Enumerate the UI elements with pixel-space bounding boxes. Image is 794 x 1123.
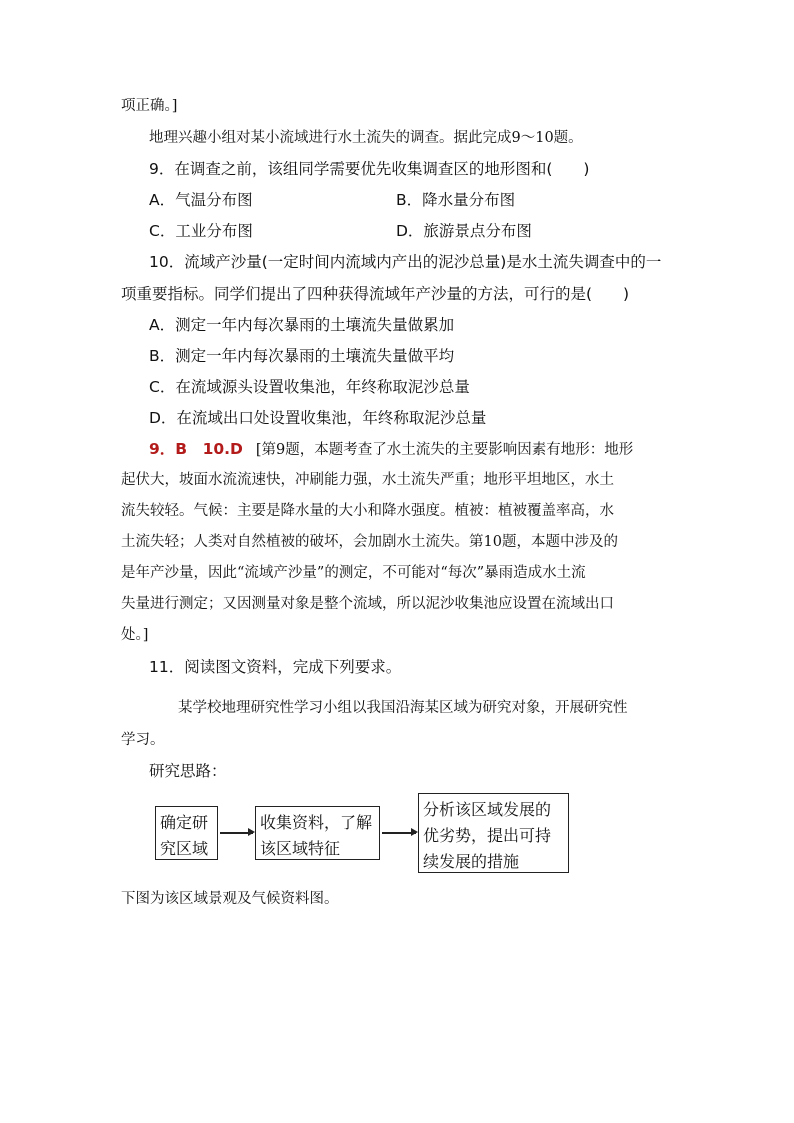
research-label: 研究思路： xyxy=(149,762,227,780)
flow-box-analyze: 分析该区域发展的 优劣势，提出可持 续发展的措施 xyxy=(418,793,569,873)
option-9a: A．气温分布图 xyxy=(149,191,253,209)
option-9d: D．旅游景点分布图 xyxy=(396,222,532,240)
explanation-line: 失量进行测定；又因测量对象是整个流域，所以泥沙收集池应设置在流域出口 xyxy=(121,596,614,612)
option-9c: C．工业分布图 xyxy=(149,222,253,240)
option-9b: B．降水量分布图 xyxy=(396,191,516,209)
question-10-line1: 10．流域产沙量(一定时间内流域内产出的泥沙总量)是水土流失调查中的一 xyxy=(149,253,662,271)
flow-arrow-1 xyxy=(220,832,253,834)
question-9: 9．在调查之前，该组同学需要优先收集调查区的地形图和( ) xyxy=(149,160,590,178)
option-10b: B．测定一年内每次暴雨的土壤流失量做平均 xyxy=(149,347,455,365)
answer-paragraph-first-line xyxy=(149,438,633,461)
question-intro: 地理兴趣小组对某小流域进行水土流失的调查。据此完成9～10题。 xyxy=(149,130,583,146)
explanation-line: 是年产沙量，因此“流域产沙量”的测定，不可能对“每次”暴雨造成水土流 xyxy=(121,565,586,581)
question-11: 11．阅读图文资料，完成下列要求。 xyxy=(149,658,402,676)
explanation-line: 起伏大，坡面水流流速快，冲刷能力强，水土流失严重；地形平坦地区，水土 xyxy=(121,472,614,488)
text-line: 项正确。] xyxy=(121,98,178,114)
flow-arrow-2 xyxy=(382,832,416,834)
explanation-line: 流失较轻。气候：主要是降水量的大小和降水强度。植被：植被覆盖率高，水 xyxy=(121,503,614,519)
option-10c: C．在流域源头设置收集池，年终称取泥沙总量 xyxy=(149,378,470,396)
material-line1: 某学校地理研究性学习小组以我国沿海某区域为研究对象，开展研究性 xyxy=(178,700,628,716)
answer-key: 9．B 10.D xyxy=(149,440,243,458)
question-10-line2: 项重要指标。同学们提出了四种获得流域年产沙量的方法，可行的是( ) xyxy=(121,285,630,303)
option-10a: A．测定一年内每次暴雨的土壤流失量做累加 xyxy=(149,316,455,334)
flow-box-collect-data: 收集资料，了解 该区域特征 xyxy=(255,806,380,860)
material-line2: 学习。 xyxy=(121,732,165,748)
option-10d: D．在流域出口处设置收集池，年终称取泥沙总量 xyxy=(149,409,487,427)
explanation-start: [第9题，本题考查了水土流失的主要影响因素有地形：地形 xyxy=(255,442,634,458)
figure-caption: 下图为该区域景观及气候资料图。 xyxy=(121,891,339,907)
explanation-line: 土流失轻；人类对自然植被的破坏，会加剧水土流失。第10题，本题中涉及的 xyxy=(121,534,618,550)
flow-box-define-area: 确定研 究区域 xyxy=(155,806,218,860)
explanation-line: 处。] xyxy=(121,627,149,643)
